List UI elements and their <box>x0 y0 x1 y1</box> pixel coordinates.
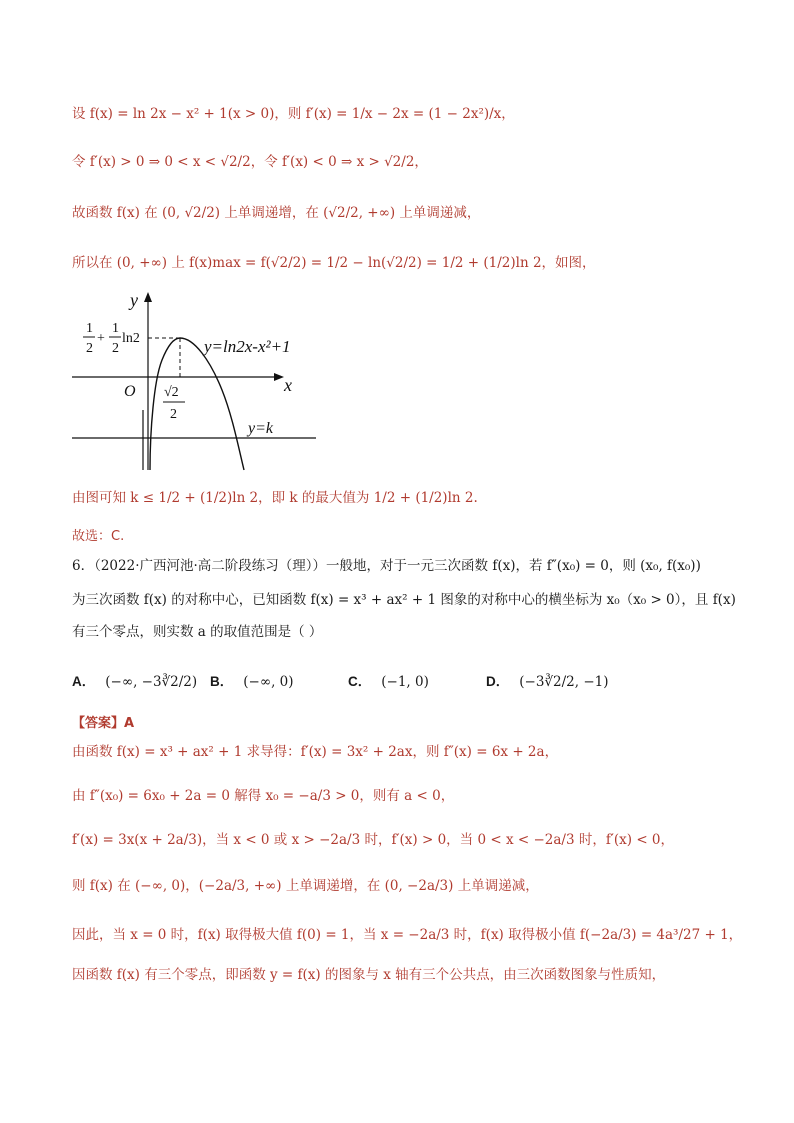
line-label: y=k <box>248 420 273 437</box>
xtick-den: 2 <box>170 407 177 422</box>
question-source: （2022·广西河池·高二阶段练习（理）） <box>94 558 327 574</box>
answer-line-4: 则 f(x) 在 (−∞, 0)，(−2a/3, +∞) 上单调递增，在 (0, −2a/3) 上单调递减， <box>72 878 539 894</box>
solution-line-4: 所以在 (0, +∞) 上 f(x)max = f(√2/2) = 1/2 − ln(√2/2) = 1/2 + (1/2)ln 2，如图， <box>72 255 596 271</box>
max-label-den1: 2 <box>86 341 93 356</box>
max-label-den2: 2 <box>112 341 119 356</box>
y-axis-label: y <box>130 290 138 310</box>
answer-label: 【答案】A <box>72 716 135 731</box>
option-a-label: A． <box>72 674 96 689</box>
x-axis-label: x <box>284 375 292 395</box>
solution-line-2: 令 f′(x) > 0 ⇒ 0 < x < √2/2，令 f′(x) < 0 ⇒ x > √2/2， <box>72 154 428 170</box>
question-number: 6． <box>72 558 95 574</box>
max-label-ln2: ln2 <box>122 331 140 346</box>
option-c[interactable] <box>348 670 429 690</box>
option-d-label: D． <box>486 674 510 689</box>
max-label-num1: 1 <box>86 321 93 336</box>
option-b-text: (−∞, 0) <box>243 674 294 690</box>
max-label-plus: + <box>97 331 105 346</box>
y-axis-arrow <box>144 292 152 302</box>
option-a-text: (−∞, −3∛2/2) <box>105 674 198 690</box>
function-graph <box>72 290 332 475</box>
option-c-text: (−1, 0) <box>381 674 429 690</box>
question-text-1: 一般地，对于一元三次函数 f(x)，若 f″(x₀) = 0，则 (x₀, f(x₀)) <box>326 558 701 574</box>
max-label-num2: 1 <box>112 321 119 336</box>
answer-line-1: 由函数 f(x) = x³ + ax² + 1 求导得：f′(x) = 3x² + 2ax，则 f″(x) = 6x + 2a， <box>72 744 559 760</box>
option-d-text: (−3∛2/2, −1) <box>519 674 609 690</box>
answer-line-2: 由 f″(x₀) = 6x₀ + 2a = 0 解得 x₀ = −a/3 > 0，则有 a < 0， <box>72 788 455 804</box>
option-a[interactable] <box>72 670 197 690</box>
question-line-2: 为三次函数 f(x) 的对称中心，已知函数 f(x) = x³ + ax² + 1 图象的对称中心的横坐标为 x₀（x₀ > 0），且 f(x) <box>72 592 736 608</box>
xtick-num: √2 <box>164 385 179 400</box>
answer-line-6: 因函数 f(x) 有三个零点，即函数 y = f(x) 的图象与 x 轴有三个公共点，由三次函数图象与性质知， <box>72 967 666 983</box>
answer-line-5: 因此，当 x = 0 时，f(x) 取得极大值 f(0) = 1，当 x = −2a/3 时，f(x) 取得极小值 f(−2a/3) = 4a³/27 + 1， <box>72 927 743 943</box>
curve-label: y=ln2x-x²+1 <box>204 337 291 356</box>
answer-line-3: f′(x) = 3x(x + 2a/3)，当 x < 0 或 x > −2a/3 时，f′(x) > 0，当 0 < x < −2a/3 时，f′(x) < 0， <box>72 832 675 848</box>
solution-line-5: 由图可知 k ≤ 1/2 + (1/2)ln 2，即 k 的最大值为 1/2 + (1/2)ln 2. <box>72 490 478 506</box>
option-d[interactable] <box>486 670 609 690</box>
option-c-label: C． <box>348 674 372 689</box>
question-line-3: 有三个零点，则实数 a 的取值范围是（ ） <box>72 624 323 640</box>
solution-choice: 故选：C. <box>72 529 125 544</box>
solution-line-3: 故函数 f(x) 在 (0, √2/2) 上单调递增，在 (√2/2, +∞) 上单调递减， <box>72 205 481 221</box>
option-b-label: B． <box>210 674 234 689</box>
question-line-1 <box>72 556 701 576</box>
x-axis-arrow <box>274 373 284 381</box>
solution-line-1: 设 f(x) = ln 2x − x² + 1(x > 0)，则 f′(x) = 1/x − 2x = (1 − 2x²)/x， <box>72 106 515 122</box>
function-curve <box>150 338 244 470</box>
option-b[interactable] <box>210 670 294 690</box>
origin-label: O <box>124 383 136 400</box>
